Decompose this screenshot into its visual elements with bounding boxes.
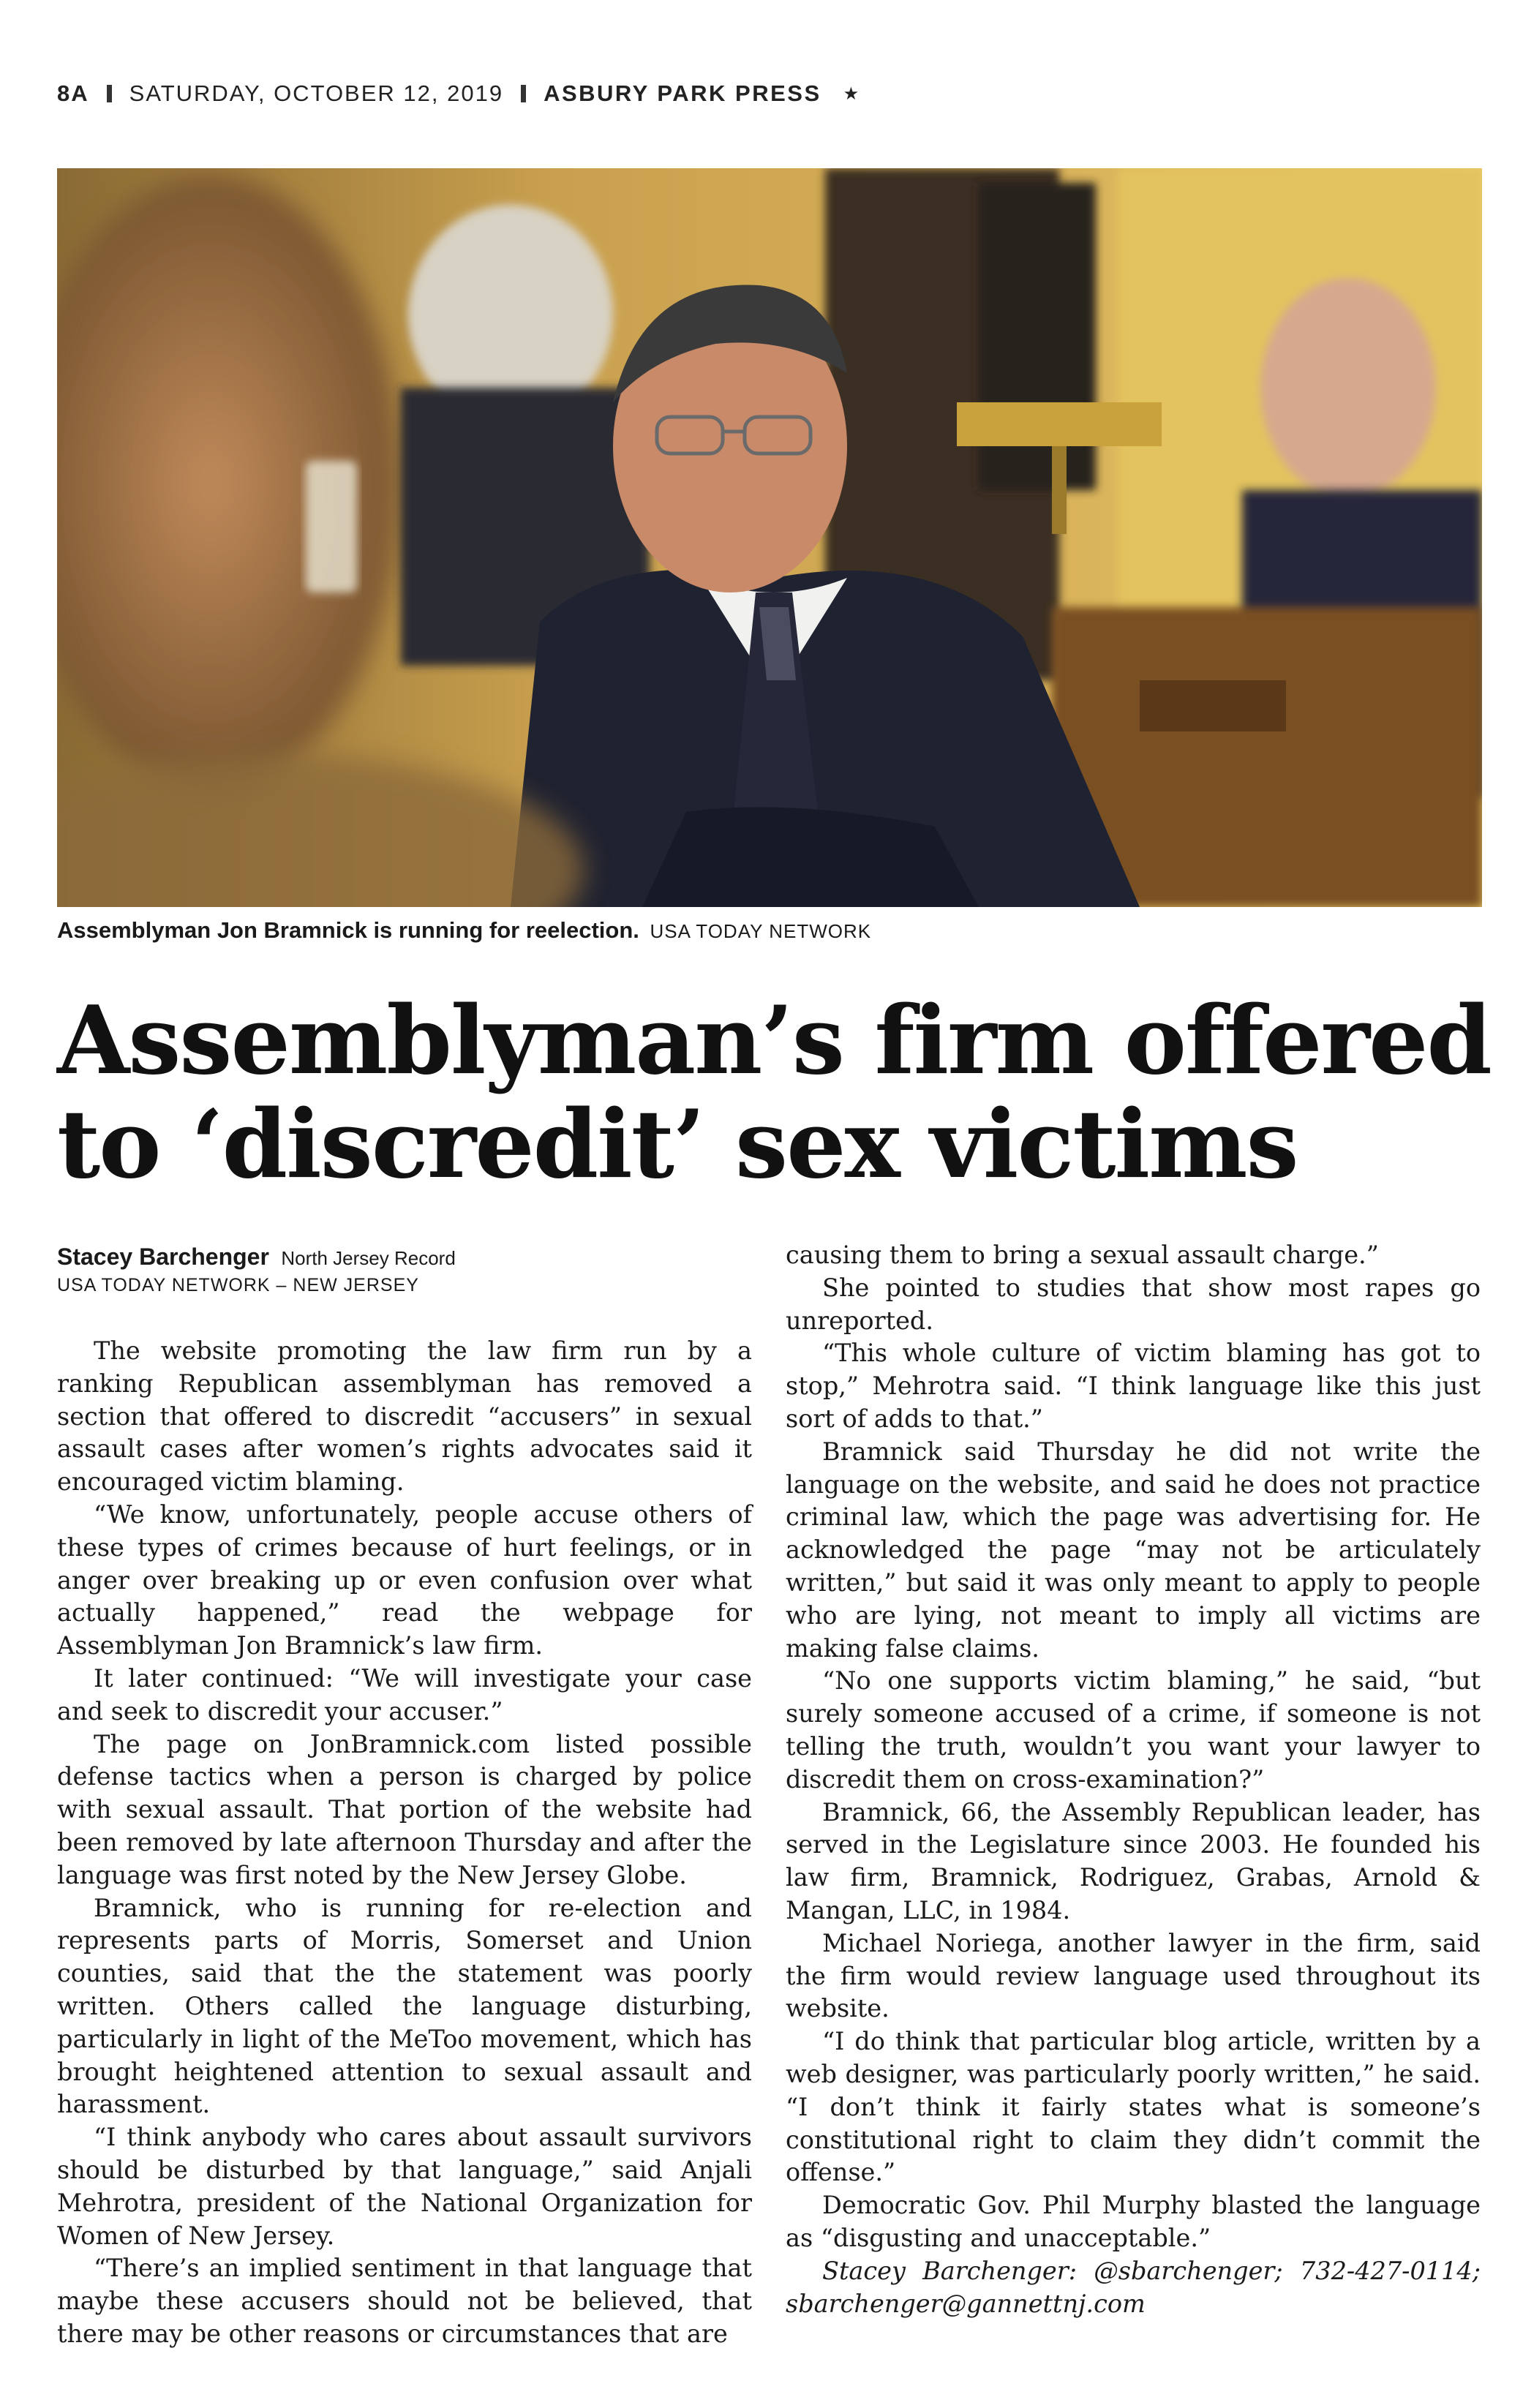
paragraph: Michael Noriega, another lawyer in the firm, said the firm would review language used throughout its website.: [786, 1928, 1481, 2023]
caption-text: Assemblyman Jon Bramnick is running for reelection.: [57, 917, 639, 943]
paragraph: Democratic Gov. Phil Murphy blasted the language as “disgusting and unacceptable.”: [786, 2191, 1481, 2252]
paragraph: It later continued: “We will investigate your case and seek to discredit your accuser.”: [57, 1663, 752, 1726]
newspaper-name: ASBURY PARK PRESS: [544, 80, 821, 106]
news-photo: [57, 168, 1482, 907]
issue-date: SATURDAY, OCTOBER 12, 2019: [129, 80, 504, 106]
paragraph: Bramnick, who is running for re-election and represents parts of Morris, Somerset and Union counties, said that the the statement was poorly written. Others called the language disturbing, particularly in light of the MeToo movement, which has brought heightened attention to sexual assault and harassment.: [57, 1893, 752, 2119]
page-header: [57, 79, 860, 108]
article-column-left: [57, 1335, 752, 2351]
paragraph: “I think anybody who cares about assault survivors should be disturbed by that language,” said Anjali Mehrotra, president of the National Organization for Women of New Jersey.: [57, 2123, 752, 2250]
article-column-right: [786, 1239, 1481, 2320]
paragraph: “I do think that particular blog article, written by a web designer, was particularly poorly written,” he said. “I don’t think it fairly states what is someone’s constitutional right to claim they didn’t commit the offense.”: [786, 2027, 1481, 2187]
paragraph: She pointed to studies that show most rapes go unreported.: [786, 1273, 1481, 1335]
page-number: 8A: [57, 80, 89, 106]
paragraph: The website promoting the law firm run by a ranking Republican assemblyman has removed a section that offered to discredit “accusers” in sexual assault cases after women’s rights advocates said it encouraged victim blaming.: [57, 1336, 752, 1497]
photo-caption: [57, 917, 871, 944]
photo-illustration: [57, 168, 1482, 907]
paragraph: “This whole culture of victim blaming has got to stop,” Mehrotra said. “I think language like this just sort of adds to that.”: [786, 1339, 1481, 1433]
author-org: North Jersey Record: [281, 1247, 456, 1269]
star-icon: ★: [843, 83, 861, 104]
headline-line-1: Assemblyman’s firm offered: [57, 986, 1491, 1096]
header-separator: [107, 85, 112, 102]
paragraph: The page on JonBramnick.com listed possible defense tactics when a person is charged by police with sexual assault. That portion of the website had been removed by late afternoon Thursday and after the language was first noted by the New Jersey Globe.: [57, 1729, 752, 1889]
headline-line-2: to ‘discredit’ sex victims: [57, 1090, 1298, 1200]
byline: [57, 1243, 456, 1296]
paragraph: Bramnick, 66, the Assembly Republican leader, has served in the Legislature since 2003. He founded his law firm, Bramnick, Rodriguez, Grabas, Arnold & Mangan, LLC, in 1984.: [786, 1797, 1481, 1924]
header-separator: [521, 85, 526, 102]
paragraph: “There’s an implied sentiment in that language that maybe these accusers should not be believed, that there may be other reasons or circumstances that are: [57, 2254, 752, 2348]
author-contact: Stacey Barchenger: @sbarchenger; 732-427-0114; sbarchenger@gannettnj.com: [786, 2256, 1481, 2318]
paragraph: Bramnick said Thursday he did not write the language on the website, and said he does not practice criminal law, which the page was advertising for. He acknowledged the page “may not be articulately written,” but said it was only meant to apply to people who are lying, not meant to imply all victims are making false claims.: [786, 1437, 1481, 1663]
paragraph: “We know, unfortunately, people accuse others of these types of crimes because of hurt feelings, or in anger over breaking up or even confusion over what actually happened,” read the webpage for Assemblyman Jon Bramnick’s law firm.: [57, 1500, 752, 1660]
paragraph: “No one supports victim blaming,” he said, “but surely someone accused of a crime, if someone is not telling the truth, wouldn’t you want your lawyer to discredit them on cross-examination?”: [786, 1666, 1481, 1794]
author-name: Stacey Barchenger: [57, 1243, 269, 1270]
byline-network: USA TODAY NETWORK – NEW JERSEY: [57, 1275, 419, 1295]
headline: [57, 986, 1491, 1200]
photo-credit: USA TODAY NETWORK: [650, 920, 872, 942]
paragraph-continuation: causing them to bring a sexual assault charge.”: [786, 1241, 1379, 1269]
